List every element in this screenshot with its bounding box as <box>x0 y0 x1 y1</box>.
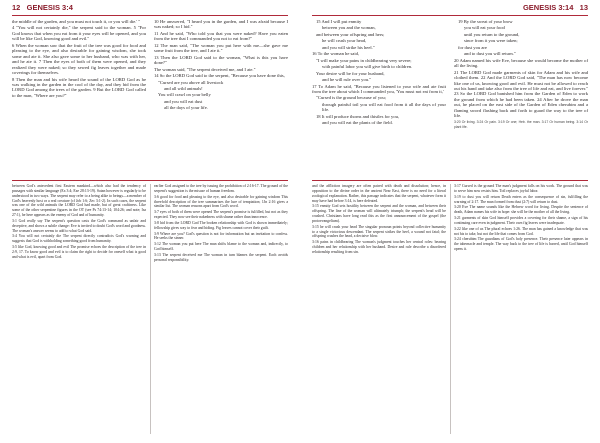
column-divider <box>450 184 451 434</box>
column-divider <box>150 184 151 434</box>
scripture-column-1 <box>12 19 146 99</box>
scripture-paragraph: 14 So the LORD God said to the serpent, "Because you have done this, <box>154 73 285 79</box>
study-note: 3:17 Cursed is the ground The man's judgment falls on his work. The ground that was to serve him now resists him. Toil replaces joyful labor. <box>454 184 588 193</box>
poetry-line: You will crawl on your belly <box>158 92 211 98</box>
study-note: 3:24 cherubim The guardians of God's holy presence. Their presence later appears in the tabernacle and temple. The way back to the tree of life is barred, until God himself opens it. <box>454 237 588 252</box>
page-number: 12 <box>12 3 21 12</box>
scripture-paragraph: 6 When the woman saw that the fruit of the tree was good for food and pleasing to the eye, and also desirable for gaining wisdom, she took some and ate it. She also gave some to her husband, who was with her, and he ate it. 7 Then the eyes of both of them were opened, and they realized they were naked; so they sewed fig leaves together and made coverings for themselves. <box>12 42 146 76</box>
header-rule <box>12 15 288 16</box>
poetry-line: between you and the woman, <box>322 25 376 31</box>
study-note: and the affliction imagery are often paired with death and dissolution; hence, in opposition to the divine order in the ancient Near East, there is no need for a literal zoological explanation. Rather, this passage indicates that the serpent, whatever form it may have had before 3:14, is here defeated. <box>312 184 446 203</box>
poetry-line: 18 It will produce thorns and thistles for you, <box>316 113 400 119</box>
running-head: GENESIS 3:14 <box>522 3 574 12</box>
poetry-line: with painful labor you will give birth to children. <box>322 64 413 70</box>
study-note: 3:4 You will not certainly die The serpent directly contradicts God's warning and suggests that God is withholding something good from humanity. <box>12 234 146 244</box>
study-note: 3:22 like one of us The plural echoes 1:26. The man has gained a knowledge that was not his to take, but not the life that comes from God. <box>454 226 588 236</box>
poetry-line: 19 By the sweat of your brow <box>458 19 513 24</box>
scripture-paragraph: 8 Then the man and his wife heard the sound of the LORD God as he was walking in the garden in the cool of the day, and they hid from the LORD God among the trees of the garden. 9 But the LORD God called to the man, "Where are you?" <box>12 76 146 98</box>
scripture-paragraph: 17 To Adam he said, "Because you listened to your wife and ate fruit from the tree about which I commanded you, 'You must not eat from it,' <box>312 83 446 94</box>
poetry-line: "I will make your pains in childbearing very severe; <box>316 57 412 63</box>
study-note: 3:8 hid from the LORD God The broken relationship with God is shown immediately; fellowship gives way to fear and hiding. Fig leaves cannot cover their guilt. <box>154 220 288 230</box>
scripture-paragraph: 20 Adam named his wife Eve, because she would become the mother of all the living. <box>454 57 588 69</box>
header-rule <box>312 15 588 16</box>
study-note: 3:15 enmity God sets hostility between the serpent and the woman, and between their offspring. The line of the woman will ultimately triumph; the serpent's head will be crushed. Christians have long read this as the first announcement of the gospel (the protoevangelium). <box>312 204 446 223</box>
study-note: 3:15 he will crush your head The singular pronoun points beyond collective humanity to a single victorious descendant. The serpent strikes the heel, a wound not fatal; the offspring crushes the head, a decisive blow. <box>312 224 446 239</box>
poetry-line: for dust you are <box>458 44 487 50</box>
poetry-line: and you will eat dust <box>164 98 203 104</box>
study-note: between God's antecedent first Eastern mankind—which also had the tendency of passages with similar language (Ex 3:4; Eze 28:13-19). Satan however is regularly to be understood in two ways. The serpent may refer to a being alike to beings—a member of God's heavenly host or a real creature (cf Job 1:6; Zec 3:1-2). In such cases, the serpent was one of the wild animals the LORD God had made, but of great craftiness. Like some of the other serpentine figures in the OT (see Ps 74:13-14; 104:26; and note; Isa 27:1), he here appears as the enemy of God and of humanity. <box>12 184 146 218</box>
scripture-paragraph: The woman said, "The serpent deceived me, and I ate." <box>154 66 256 72</box>
poetry-line: through painful toil you will eat food from it all the days of your life. <box>322 101 446 113</box>
scripture-paragraph: 10 He answered, "I heard you in the garden, and I was afraid because I was naked; so I hid." <box>154 19 288 30</box>
study-note: 3:19 to dust you will return Death enters as the consequence of sin, fulfilling the warning of 2:17. The man formed from dust (2:7) will return to dust. <box>454 194 588 204</box>
study-note: 3:1 God really say The serpent's question casts the God's command as unfair and deceptive, and shows a subtle change: Eve is invited to doubt God's word and goodness. The woman's answer seems to add to what God said. <box>12 218 146 233</box>
poetry-line: and to dust you will return." <box>464 51 516 57</box>
study-note: 3:16 pains in childbearing The woman's judgment touches her central roles: bearing children and her relationship with her husband. Desire and rule describe a disordered relationship resulting from sin. <box>312 240 446 254</box>
study-notes-column-2 <box>154 184 288 264</box>
poetry-block <box>454 19 588 57</box>
running-head: GENESIS 3:4 <box>26 3 73 12</box>
study-note: 3:13 The serpent deceived me The woman in turn blames the serpent. Each avoids personal responsibility. <box>154 252 288 262</box>
scripture-column-2 <box>154 19 288 112</box>
poetry-line: all the days of your life. <box>164 105 208 111</box>
study-note: 3:12 The woman you put here The man shifts blame to the woman and, indirectly, to God himself. <box>154 242 288 252</box>
study-note: 3:9 Where are you? God's question is not for information but an invitation to confess. He seeks the sinner. <box>154 231 288 241</box>
study-note: 3:21 garments of skin God himself provides a covering for their shame, a sign of his continuing care even in judgment. Their own fig leaves were inadequate. <box>454 216 588 225</box>
page-number: 13 <box>579 3 588 12</box>
scripture-paragraph: 21 The LORD God made garments of skin for Adam and his wife and clothed them. 22 And the LORD God said, "The man has now become like one of us, knowing good and evil. He must not be allowed to reach out his hand and take also from the tree of life and eat, and live forever." 23 So the LORD God banished him from the Garden of Eden to work the ground from which he had been taken. 24 After he drove the man out, he placed on the east side of the Garden of Eden cherubim and a flaming sword flashing back and forth to guard the way to the tree of life. <box>454 69 588 119</box>
poetry-line: Your desire will be for your husband, <box>316 70 385 76</box>
scripture-paragraph: 13 Then the LORD God said to the woman, "What is this you have done?" <box>154 54 288 66</box>
scripture-paragraph: the middle of the garden, and you must not touch it, or you will die.' " <box>12 19 141 24</box>
scripture-column-2 <box>454 19 588 131</box>
notes-divider <box>312 180 588 181</box>
poetry-line: and you will eat the plants of the field. <box>322 120 393 126</box>
poetry-line: until you return to the ground, <box>464 31 520 37</box>
poetry-line: "Cursed are you above all livestock <box>158 79 224 85</box>
poetry-line: and all wild animals! <box>164 85 203 91</box>
poetry-line: since from it you were taken; <box>464 38 518 44</box>
scripture-paragraph: 12 The man said, "The woman you put here with me—she gave me some fruit from the tree, and I ate it." <box>154 42 288 54</box>
poetry-line: you will eat your food <box>464 25 505 31</box>
scripture-paragraph: 16 To the woman he said, <box>312 51 360 57</box>
scripture-column-1 <box>312 19 446 127</box>
study-note: earlier God assigned to the tree by issuing the prohibition of 2:16-17. The ground of the serpent's suggestion is the misuse of human freedom. <box>154 184 288 193</box>
notes-divider <box>12 180 288 181</box>
right-page <box>300 0 600 443</box>
poetry-line: and between your offspring and hers; <box>316 31 385 37</box>
poetry-line: he will crush your head, <box>322 38 367 44</box>
study-notes-column-1 <box>12 184 146 261</box>
poetry-line: "Cursed is the ground because of you; <box>316 95 387 101</box>
study-note: 3:7 eyes of both of them were opened The serpent's promise is fulfilled, but not as they expected. They now see their nakedness with shame rather than innocence. <box>154 210 288 220</box>
study-note: 3:20 Eve The name sounds like the Hebrew word for living. Despite the sentence of death, Adam names his wife in hope: she will be the mother of all the living. <box>454 205 588 215</box>
poetry-block <box>154 80 288 111</box>
study-notes-column-1 <box>312 184 446 256</box>
study-note: 3:5 like God, knowing good and evil The promise echoes the description of the tree in 2:9, 17. To know good and evil is to claim the right to decide for oneself what is good and what is evil, apart from God. <box>12 245 146 259</box>
study-notes-column-2 <box>454 184 588 253</box>
scripture-paragraph: 4 "You will not certainly die," the serpent said to the woman. 5 "For God knows that when you eat from it your eyes will be opened, and you will be like God, knowing good and evil." <box>12 25 146 42</box>
cross-references: 3:20 Or living. 3:24 Or pain. 3:19 Or one; Heb. the man. 3:17 Or human being. 3:14 Or plant life. <box>454 119 588 129</box>
study-note: 3:6 good for food and pleasing to the eye, and also desirable for gaining wisdom This threefold description of the tree summarizes the lure of temptation; 1Jn 2:16 gives a similar list. The woman reasons apart from God's word. <box>154 194 288 209</box>
poetry-line: 15 And I will put enmity <box>316 19 362 24</box>
poetry-line: and he will rule over you." <box>322 77 372 83</box>
scripture-paragraph: 11 And he said, "Who told you that you were naked? Have you eaten from the tree that I commanded you not to eat from?" <box>154 30 288 42</box>
poetry-line: and you will strike his heel." <box>322 44 375 50</box>
